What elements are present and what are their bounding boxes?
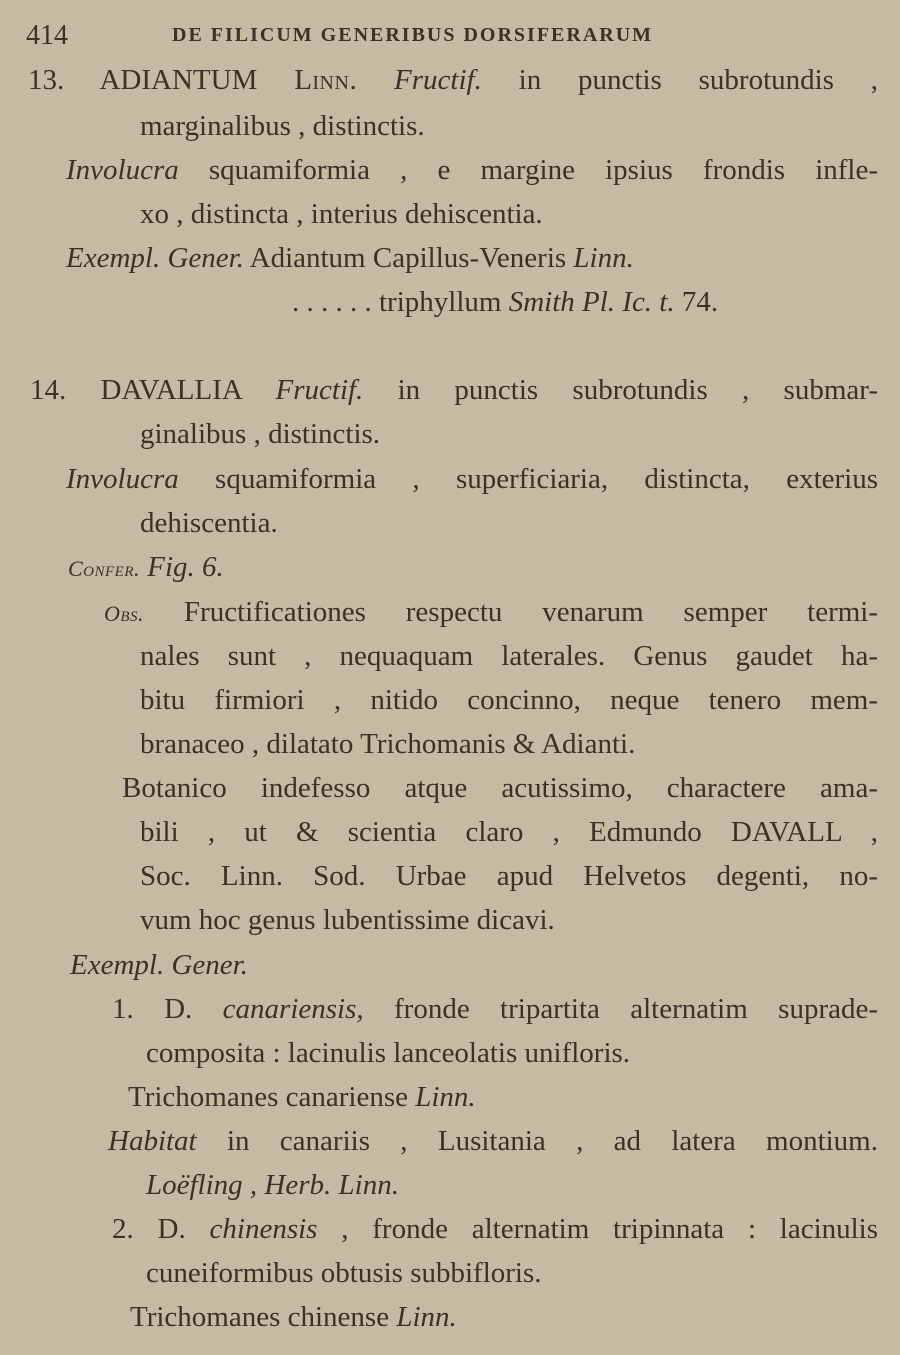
confer-reference: Fig. 6. [147,551,224,583]
dedication-line-3: Soc. Linn. Sod. Urbae apud Helvetos degenti, no- [140,860,878,892]
entry-13-exempl [66,244,634,273]
confer-line [68,553,224,582]
entry-13-line2: marginalibus , distinctis. [140,110,425,142]
entry-14-exempl-label: Exempl. Gener. [70,949,248,981]
fructif-text: in punctis subrotundis , [518,64,879,96]
entry-14-heading [30,376,878,405]
species-epithet: canariensis, [222,993,364,1025]
fructif-label: Fructif. [275,374,364,406]
entry-14-line2: ginalibus , distinctis. [140,418,381,450]
species-genus-abbr: D. [164,993,193,1025]
synonym-author: Linn. [415,1081,476,1113]
entry-14-involucra [66,465,878,494]
species-description: fronde tripartita alternatim suprade- [394,993,879,1025]
confer-label: Confer. [68,556,140,581]
obs-line-2: nales sunt , nequaquam laterales. Genus gaudet ha- [140,640,878,672]
exempl-label: Exempl. Gener. [66,242,244,274]
obs-line-3: bitu firmiori , nitido concinno, neque tenero mem- [140,684,878,716]
dedication-line-2: bili , ut & scientia claro , Edmundo DAVALL , [140,816,878,848]
species-epithet: triphyllum [379,286,502,318]
involucra-text: squamiformia , superficiaria, distincta, exterius [215,463,879,495]
species-reference: Smith Pl. Ic. t. [508,286,675,318]
reference-number: 74. [681,286,719,318]
obs-line-1 [104,598,878,627]
species-1-collector: Loëfling , Herb. Linn. [146,1169,399,1201]
entry-14-involucra-line2: dehiscentia. [140,507,278,539]
obs-text: Fructificationes respectu venarum semper termi- [183,596,878,628]
involucra-label: Involucra [66,463,179,495]
involucra-label: Involucra [66,154,179,186]
entry-number: 13. [28,64,65,96]
synonym-name: Trichomanes chinense [130,1301,390,1333]
fructif-label: Fructif. [394,64,482,96]
dedication-line-1: Botanico indefesso atque acutissimo, charactere ama- [122,772,878,804]
genus-name: ADIANTUM [99,64,258,96]
species-1-habitat [108,1127,878,1156]
genus-author: Linn. [294,64,358,96]
obs-line-4: branaceo , dilatato Trichomanis & Adianti. [140,728,636,760]
synonym-author: Linn. [396,1301,457,1333]
species-genus-abbr: D. [157,1213,186,1245]
entry-13-involucra [66,156,878,185]
species-2-line-2: cuneiformibus obtusis subbifloris. [146,1257,542,1289]
species-number: 2. [112,1213,134,1245]
dedication-line-4: vum hoc genus lubentissime dicavi. [140,904,555,936]
entry-number: 14. [30,374,67,406]
species-1-synonym [128,1083,476,1112]
exempl-species: Adiantum Capillus-Veneris [249,242,567,274]
obs-label: Obs. [104,601,145,626]
entry-13-second-species [292,288,718,317]
species-2-synonym [130,1303,457,1332]
exempl-author: Linn. [573,242,634,274]
habitat-text: in canariis , Lusitania , ad latera montium. [226,1125,878,1157]
genus-name: DAVALLIA [100,374,242,406]
species-description: , fronde alternatim tripinnata : lacinulis [341,1213,879,1245]
species-1-line-2: composita : lacinulis lanceolatis unifloris. [146,1037,631,1069]
involucra-text: squamiformia , e margine ipsius frondis infle- [208,154,879,186]
species-epithet: chinensis [209,1213,318,1245]
page-number: 414 [26,20,68,51]
ditto-dots: . . . . . . [292,286,372,318]
species-number: 1. [112,993,134,1025]
synonym-name: Trichomanes canariense [128,1081,408,1113]
entry-13-involucra-line2: xo , distincta , interius dehiscentia. [140,198,543,230]
running-title: DE FILICUM GENERIBUS DORSIFERARUM [172,24,654,46]
fructif-text: in punctis subrotundis , submar- [397,374,879,406]
habitat-label: Habitat [108,1125,197,1157]
species-2-line-1 [112,1215,878,1244]
entry-13-heading [28,66,878,95]
species-1-line-1 [112,995,878,1024]
